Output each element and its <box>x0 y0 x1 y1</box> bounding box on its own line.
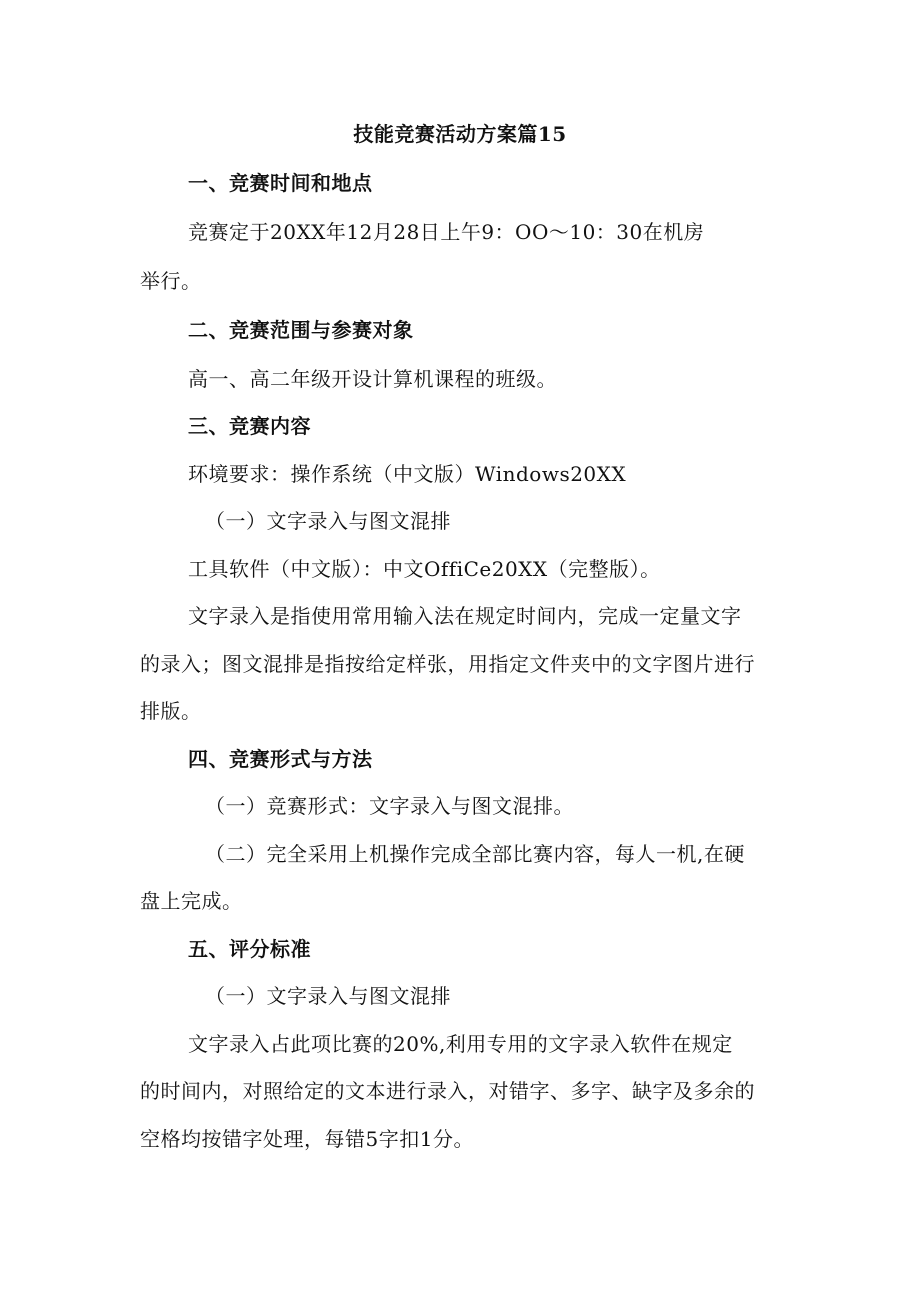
paragraph-tool-software: 工具软件（中文版）：中文OffiCe20XX（完整版）。 <box>188 557 661 581</box>
section-heading-content: 三、竞赛内容 <box>188 414 311 438</box>
section-heading-time-place: 一、竞赛时间和地点 <box>188 171 373 195</box>
section-heading-format: 四、竞赛形式与方法 <box>188 747 373 771</box>
paragraph-subitem-text-entry: （一）文字录入与图文混排 <box>205 509 451 533</box>
paragraph-environment: 环境要求：操作系统（中文版）Windows20XX <box>188 462 627 486</box>
section-heading-scoring: 五、评分标准 <box>188 937 311 961</box>
paragraph-scope: 高一、高二年级开设计算机课程的班级。 <box>188 367 557 391</box>
paragraph-time-place-line2: 举行。 <box>140 269 202 293</box>
paragraph-format-item2-line1: （二）完全采用上机操作完成全部比赛内容，每人一机,在硬 <box>205 842 745 866</box>
paragraph-scoring-desc-line1: 文字录入占此项比赛的20%,利用专用的文字录入软件在规定 <box>188 1032 733 1056</box>
paragraph-text-entry-desc-line1: 文字录入是指使用常用输入法在规定时间内，完成一定量文字 <box>188 604 742 628</box>
paragraph-text-entry-desc-line3: 排版。 <box>140 699 202 723</box>
paragraph-scoring-desc-line2: 的时间内，对照给定的文本进行录入，对错字、多字、缺字及多余的 <box>140 1079 755 1103</box>
paragraph-text-entry-desc-line2: 的录入；图文混排是指按给定样张，用指定文件夹中的文字图片进行 <box>140 652 755 676</box>
paragraph-scoring-desc-line3: 空格均按错字处理，每错5字扣1分。 <box>140 1127 474 1151</box>
paragraph-scoring-item1: （一）文字录入与图文混排 <box>205 984 451 1008</box>
paragraph-format-item1: （一）竞赛形式：文字录入与图文混排。 <box>205 794 574 818</box>
document-title: 技能竞赛活动方案篇15 <box>353 122 567 146</box>
paragraph-format-item2-line2: 盘上完成。 <box>140 889 243 913</box>
section-heading-scope: 二、竞赛范围与参赛对象 <box>188 318 414 342</box>
paragraph-time-place-line1: 竞赛定于20XX年12月28日上午9：OO～10：30在机房 <box>188 220 705 244</box>
